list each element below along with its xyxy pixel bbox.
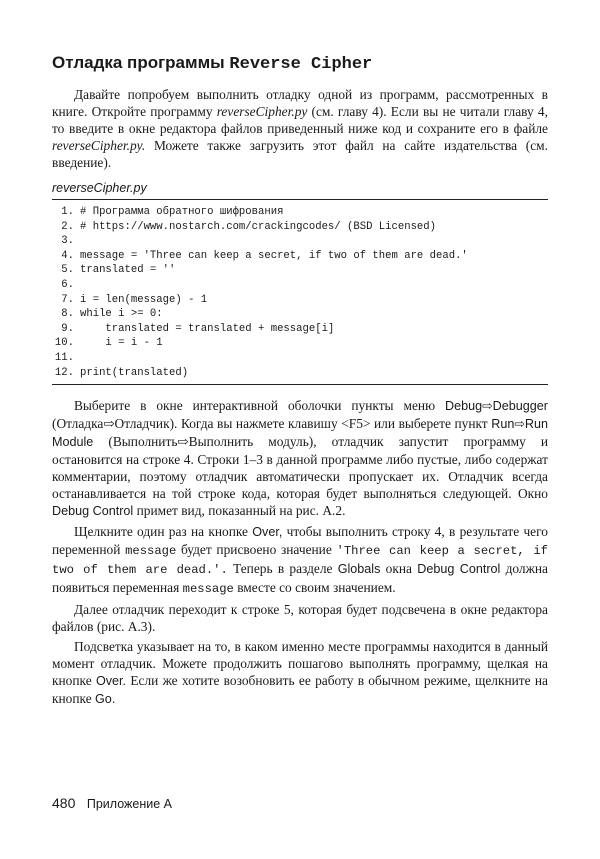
p3-text-g: вместе со своим значением. [237, 580, 396, 596]
section-heading [52, 52, 548, 76]
line-number: 11. [54, 351, 74, 364]
p3-text-e: окна [385, 561, 412, 577]
code-text: message = 'Three can keep a secret, if two of them are dead.' [80, 249, 468, 262]
line-number: 4. [61, 249, 74, 262]
over-label: Over, [252, 525, 283, 540]
globals-label: Globals [337, 562, 381, 577]
line-number: 8. [61, 308, 74, 321]
code-line [52, 336, 548, 351]
over-button-paragraph [52, 523, 548, 598]
line-number: 12. [54, 366, 74, 379]
line-number: 5. [61, 264, 74, 277]
line-number: 2. [61, 220, 74, 233]
code-line [52, 234, 548, 249]
p5-text-b: Если же хотите возобновить ее работу в обычном режиме, щелкните на кнопке [52, 673, 548, 707]
code-text: while i >= 0: [80, 308, 163, 321]
intro-text-2: (см. главу 4). Если вы не читали главу 4, то введите в окне редактора файлов приведенный ниже код и сохраните его в файле [52, 104, 548, 136]
line-number: 9. [61, 322, 74, 335]
p3-text-b: чтобы выполнить строку 4, в результате чего переменной [52, 524, 548, 558]
go-label: Go. [95, 692, 116, 707]
p5-text-a: Подсветка указывает на то, в каком именно месте программы находится в данный момент отладчик. Можете продолжить пошагово выполнять программу, щелкая на кнопке [52, 639, 548, 689]
listing-caption: reverseCipher.py [52, 181, 147, 195]
code-line [52, 293, 548, 308]
line-number: 6. [61, 278, 74, 291]
page-content [52, 52, 548, 708]
line-number: 1. [61, 206, 74, 218]
code-text: # https://www.nostarch.com/crackingcodes/ (BSD Licensed) [80, 220, 437, 233]
menu-debug-debugger: Debug⇨Debugger [445, 399, 548, 414]
p3-text-f: должна появиться переменная [52, 561, 548, 596]
p2-text-b: (Отладка⇨Отладчик). Когда вы нажмете клавишу <F5> или выберете пункт [52, 416, 488, 432]
p3-text-a: Щелкните один раз на кнопке [74, 524, 248, 540]
code-line [52, 205, 548, 220]
code-line [52, 366, 548, 381]
inline-code-value: 'Three can keep a secret, if two of them are dead.'. [52, 544, 548, 578]
debug-control-label-2: Debug Control [417, 562, 501, 577]
p3-text-d: Теперь в разделе [233, 561, 333, 577]
chapter-name: Приложение А [86, 797, 172, 811]
intro-paragraph [52, 86, 548, 171]
code-text: # Программа обратного шифрования [80, 206, 284, 218]
code-line [52, 263, 548, 278]
code-listing [52, 199, 548, 385]
p2-text-a: Выберите в окне интерактивной оболочки пункты меню [74, 398, 436, 414]
menu-run-module: Run⇨Run Module [52, 417, 548, 450]
page-footer [52, 795, 172, 811]
line5-paragraph: Далее отладчик переходит к строке 5, которая будет подсвечена в окне редактора файлов (рис. А.3). [52, 602, 548, 635]
intro-filename: reverseCipher.py [216, 104, 308, 119]
line-number: 10. [54, 337, 74, 350]
page-number: 480 [52, 795, 76, 811]
line-number: 7. [61, 293, 74, 306]
debugger-start-paragraph [52, 397, 548, 520]
highlight-paragraph [52, 638, 548, 708]
code-text: print(translated) [80, 366, 189, 379]
inline-code-message-2: message [182, 582, 234, 597]
debug-control-label: Debug Control [52, 504, 134, 519]
intro-text-1: Давайте попробуем выполнить отладку одной из программ, рассмотренных в книге. Откройте программу [52, 87, 548, 119]
intro-text-3: Можете также загрузить этот файл на сайте издательства (см. введение). [52, 138, 548, 170]
code-line [52, 307, 548, 322]
p3-text-c: будет присвоено значение [180, 542, 332, 558]
code-line [52, 278, 548, 293]
code-line [52, 220, 548, 235]
code-line [52, 249, 548, 264]
code-text: i = len(message) - 1 [80, 293, 208, 306]
intro-filename-2: reverseCipher.py. [52, 138, 146, 153]
p2-text-d: примет вид, показанный на рис. А.2. [136, 503, 346, 519]
section-heading-code: Reverse Cipher [229, 55, 373, 74]
inline-code-message: message [125, 544, 177, 559]
code-text: i = i - 1 [80, 337, 163, 350]
section-heading-text: Отладка программы [52, 53, 225, 72]
code-line [52, 351, 548, 366]
code-text: translated = translated + message[i] [80, 322, 335, 335]
p2-text-c: (Выполнить⇨Выполнить модуль), отладчик запустит программу и остановится на строке 4. Строки 1–3 в данной программе либо пустые, либо содержат комментарии, поэтому отладчик автоматически пропускает их. Отладчик всегда останавливается на той строке кода, которая будет выполняться следующей. Окно [52, 434, 548, 502]
code-line [52, 322, 548, 337]
code-text: translated = '' [80, 264, 176, 277]
over-label-2: Over. [95, 674, 127, 689]
line-number: 3. [61, 235, 74, 248]
